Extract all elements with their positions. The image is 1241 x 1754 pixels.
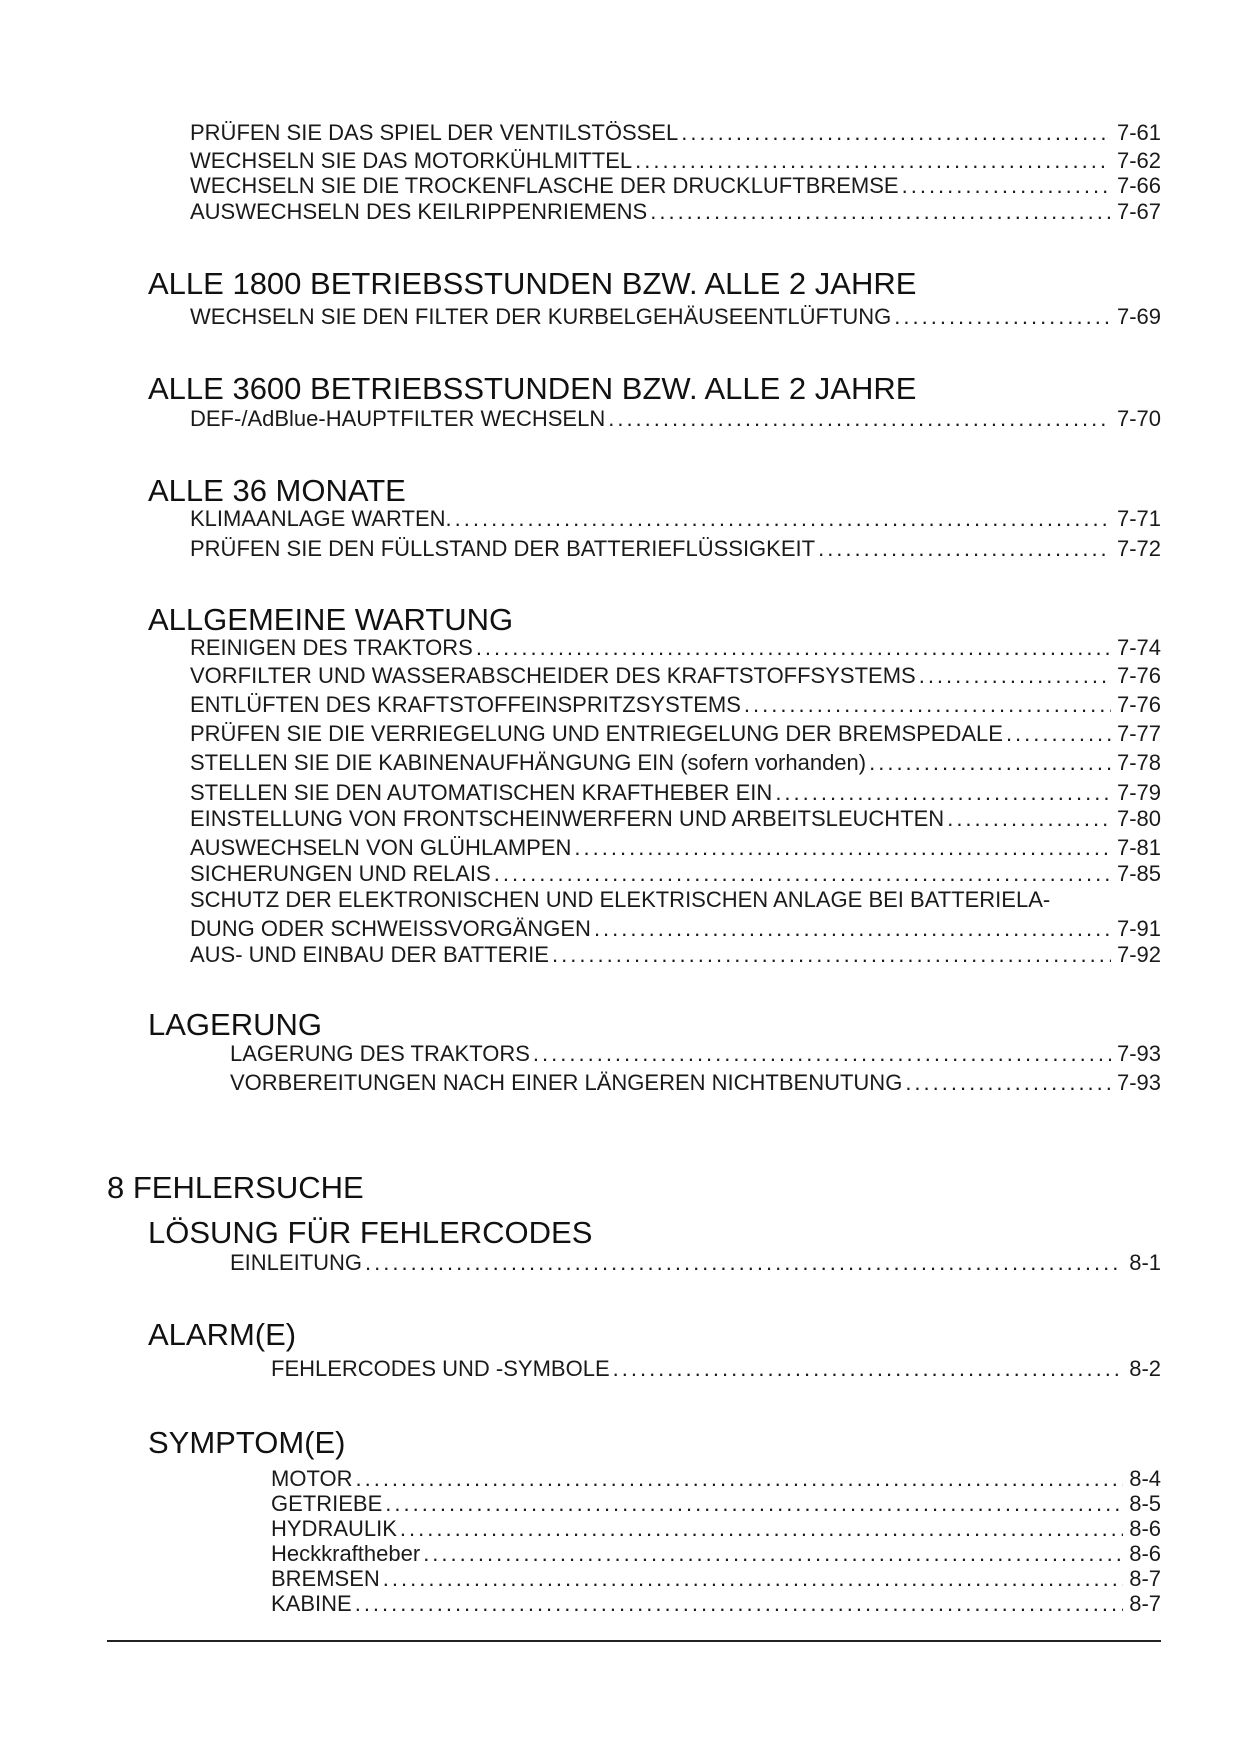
dot-leader [608,406,1111,432]
toc-entry-page: 7-93 [1116,1070,1161,1095]
toc-entry-title: DUNG ODER SCHWEISSVORGÄNGEN [190,916,591,941]
dot-leader [594,916,1111,942]
toc-entry-page: 8-6 [1129,1516,1161,1541]
toc-entry[interactable] [190,635,1161,661]
toc-entry[interactable] [190,780,1161,806]
toc-entry[interactable] [190,173,1161,199]
toc-entry-title: AUSWECHSELN VON GLÜHLAMPEN [190,835,572,860]
dot-leader [681,120,1111,146]
dot-leader [365,1250,1123,1276]
toc-entry-page: 7-62 [1116,148,1161,173]
toc-entry-page: 8-6 [1129,1541,1161,1566]
toc-entry-title: AUS- UND EINBAU DER BATTERIE [190,942,549,967]
toc-entry[interactable] [190,835,1161,861]
toc-entry-title: DEF-/AdBlue-HAUPTFILTER WECHSELN [190,406,606,431]
toc-entry-page: 8-7 [1129,1591,1161,1616]
toc-entry-title: REINIGEN DES TRAKTORS [190,635,473,660]
dot-leader [775,780,1111,806]
dot-leader [650,199,1111,225]
dot-leader [635,148,1111,174]
toc-entry-page: 7-67 [1116,199,1161,224]
toc-entry-page: 7-81 [1116,835,1161,860]
toc-entry-page: 7-85 [1116,861,1161,886]
bottom-rule [107,1640,1161,1642]
dot-leader [383,1566,1123,1592]
toc-entry-title: EINLEITUNG [230,1250,363,1275]
toc-entry-page: 7-61 [1116,120,1161,145]
toc-entry-title: LAGERUNG DES TRAKTORS [230,1041,530,1066]
toc-entry[interactable] [230,1250,1161,1276]
dot-leader [894,304,1111,330]
toc-entry-title: VORBEREITUNGEN NACH EINER LÄNGEREN NICHTBENUTUNG [230,1070,903,1095]
toc-entry-wrapped-line[interactable]: SCHUTZ DER ELEKTRONISCHEN UND ELEKTRISCHEN ANLAGE BEI BATTERIELA- [190,887,1051,912]
dot-leader [400,1516,1123,1542]
toc-entry-page: 7-79 [1116,780,1161,805]
section-heading-alarm: ALARM(E) [148,1317,297,1352]
dot-leader [355,1591,1124,1617]
toc-entry-page: 7-80 [1116,806,1161,831]
toc-entry-page: 7-74 [1116,635,1161,660]
toc-entry[interactable] [271,1466,1161,1492]
dot-leader [1006,721,1111,747]
dot-leader [947,806,1111,832]
dot-leader [818,536,1111,562]
toc-entry-page: 7-76 [1116,692,1161,717]
dot-leader [494,861,1111,887]
toc-entry-title: PRÜFEN SIE DEN FÜLLSTAND DER BATTERIEFLÜSSIGKEIT [190,536,816,561]
toc-entry[interactable] [190,406,1161,432]
dot-leader [533,1041,1111,1067]
dot-leader [455,506,1111,532]
toc-entry-title: KABINE [271,1591,352,1616]
toc-entry-page: 7-92 [1116,942,1161,967]
toc-entry[interactable] [190,861,1161,887]
toc-entry-title: EINSTELLUNG VON FRONTSCHEINWERFERN UND ARBEITSLEUCHTEN [190,806,945,831]
dot-leader [574,835,1111,861]
toc-entry-title: KLIMAANLAGE WARTEN. [190,506,452,531]
toc-entry-page: 7-77 [1116,721,1161,746]
dot-leader [902,173,1111,199]
toc-entry-page: 8-5 [1129,1491,1161,1516]
toc-entry[interactable] [190,199,1161,225]
toc-entry-title: STELLEN SIE DIE KABINENAUFHÄNGUNG EIN (sofern vorhanden) [190,750,867,775]
toc-entry[interactable] [271,1516,1161,1542]
toc-entry-page: 7-72 [1116,536,1161,561]
toc-entry[interactable] [190,721,1161,747]
toc-entry-page: 8-1 [1129,1250,1161,1275]
toc-entry[interactable] [190,536,1161,562]
dot-leader [552,942,1111,968]
dot-leader [744,692,1111,718]
section-heading-1800: ALLE 1800 BETRIEBSSTUNDEN BZW. ALLE 2 JAHRE [148,266,917,301]
toc-entry-title: VORFILTER UND WASSERABSCHEIDER DES KRAFTSTOFFSYSTEMS [190,663,916,688]
toc-entry-title: ENTLÜFTEN DES KRAFTSTOFFEINSPRITZSYSTEMS [190,692,741,717]
toc-entry[interactable] [230,1070,1161,1096]
toc-entry[interactable] [271,1566,1161,1592]
toc-entry-page: 7-71 [1116,506,1161,531]
toc-entry-title: HYDRAULIK [271,1516,397,1541]
toc-entry[interactable] [271,1541,1161,1567]
toc-entry[interactable] [190,120,1161,146]
toc-entry[interactable] [190,942,1161,968]
toc-entry[interactable] [271,1491,1161,1517]
section-heading-3600: ALLE 3600 BETRIEBSSTUNDEN BZW. ALLE 2 JAHRE [148,371,917,406]
section-heading-allgemeine-wartung: ALLGEMEINE WARTUNG [148,602,514,637]
section-heading-fehlercodes: LÖSUNG FÜR FEHLERCODES [148,1215,593,1250]
toc-entry-page: 7-76 [1116,663,1161,688]
toc-entry-title: AUSWECHSELN DES KEILRIPPENRIEMENS [190,199,648,224]
toc-entry[interactable] [190,692,1161,718]
toc-entry-page: 8-4 [1129,1466,1161,1491]
dot-leader [919,663,1111,689]
toc-entry[interactable] [190,663,1161,689]
toc-entry-page: 7-69 [1116,304,1161,329]
toc-entry-page: 7-66 [1116,173,1161,198]
toc-entry-page: 8-2 [1129,1356,1161,1381]
toc-entry-title: PRÜFEN SIE DAS SPIEL DER VENTILSTÖSSEL [190,120,679,145]
toc-entry-title: WECHSELN SIE DIE TROCKENFLASCHE DER DRUCKLUFTBREMSE [190,173,899,198]
toc-entry[interactable] [190,304,1161,330]
toc-entry-title: BREMSEN [271,1566,380,1591]
dot-leader [613,1356,1124,1382]
dot-leader [905,1070,1111,1096]
section-heading-symptom: SYMPTOM(E) [148,1425,346,1460]
toc-entry-title: GETRIEBE [271,1491,383,1516]
toc-entry-page: 8-7 [1129,1566,1161,1591]
chapter-heading-fehlersuche[interactable]: 8 FEHLERSUCHE [107,1170,364,1205]
toc-entry[interactable] [190,806,1161,832]
toc-entry-title: Heckkraftheber [271,1541,421,1566]
dot-leader [869,750,1111,776]
toc-entry[interactable] [190,148,1161,174]
toc-entry-title: PRÜFEN SIE DIE VERRIEGELUNG UND ENTRIEGELUNG DER BREMSPEDALE [190,721,1003,746]
toc-entry[interactable] [190,506,1161,532]
toc-entry[interactable] [271,1356,1161,1382]
section-heading-36-monate: ALLE 36 MONATE [148,473,406,508]
toc-entry-page: 7-93 [1116,1041,1161,1066]
section-heading-lagerung: LAGERUNG [148,1007,322,1042]
toc-entry[interactable] [190,916,1161,942]
dot-leader [385,1491,1123,1517]
dot-leader [423,1541,1123,1567]
toc-entry[interactable] [190,750,1161,776]
toc-entry-page: 7-70 [1116,406,1161,431]
toc-entry-title: SICHERUNGEN UND RELAIS [190,861,491,886]
dot-leader [355,1466,1123,1492]
toc-entry[interactable] [230,1041,1161,1067]
toc-entry-title: MOTOR [271,1466,353,1491]
toc-entry-title: FEHLERCODES UND -SYMBOLE [271,1356,610,1381]
toc-entry-title: WECHSELN SIE DAS MOTORKÜHLMITTEL [190,148,633,173]
dot-leader [476,635,1111,661]
toc-entry-page: 7-91 [1116,916,1161,941]
toc-entry-page: 7-78 [1116,750,1161,775]
toc-entry-title: WECHSELN SIE DEN FILTER DER KURBELGEHÄUSEENTLÜFTUNG [190,304,892,329]
toc-entry[interactable] [271,1591,1161,1617]
toc-entry-title: STELLEN SIE DEN AUTOMATISCHEN KRAFTHEBER EIN [190,780,773,805]
